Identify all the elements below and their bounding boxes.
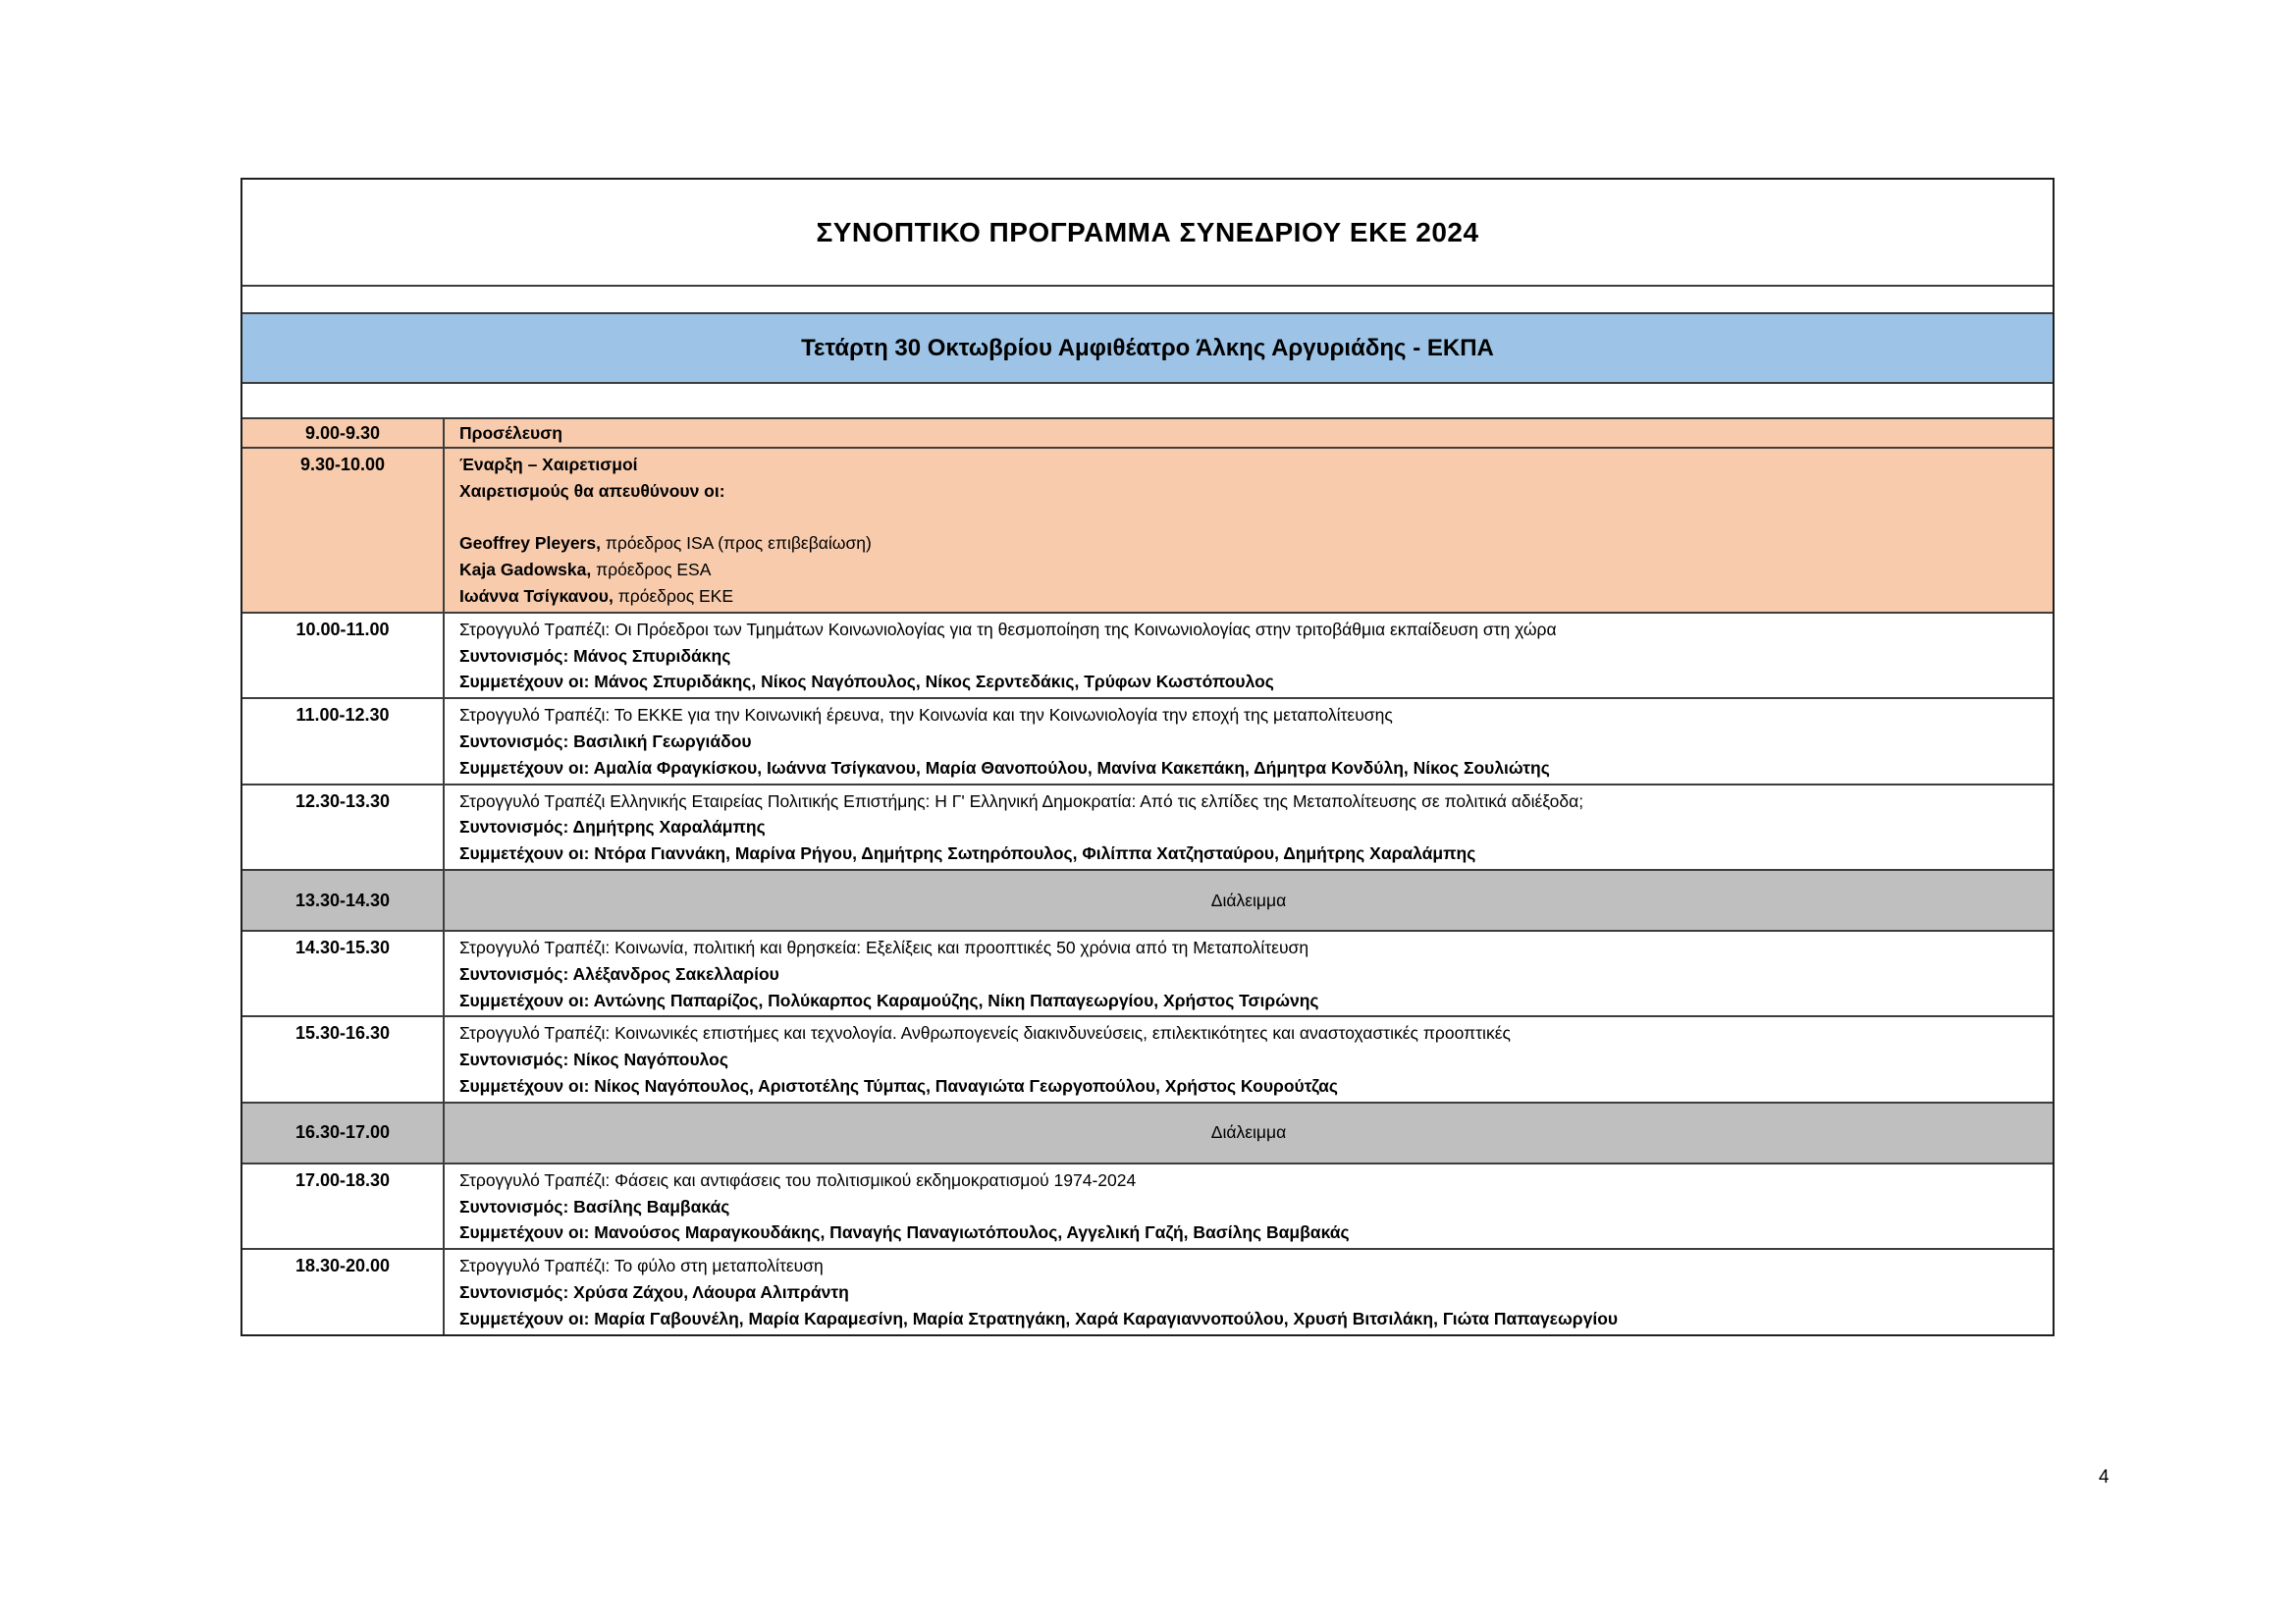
session-line: [459, 755, 2037, 782]
session-text-bold: Συντονισμός: Βασίλης Βαμβακάς: [459, 1196, 730, 1217]
time-cell: 14.30-15.30: [242, 932, 445, 1015]
schedule-row: [242, 449, 2053, 614]
session-line: [459, 1073, 2037, 1100]
break-row: [242, 871, 2053, 932]
schedule-row: [242, 699, 2053, 785]
page-number: 4: [2099, 1467, 2109, 1488]
session-line: [459, 617, 2037, 643]
session-cell: [445, 1250, 2053, 1333]
schedule-row: [242, 1017, 2053, 1103]
session-text: Στρογγυλό Τραπέζι: Κοινωνία, πολιτική και θρησκεία: Εξελίξεις και προοπτικές 50 χρόνια από τη Μεταπολίτευση: [459, 937, 1309, 957]
session-cell: [445, 1017, 2053, 1101]
session-text-bold: Συντονισμός: Δημήτρης Χαραλάμπης: [459, 817, 766, 838]
session-text: Διάλειμμα: [1210, 1122, 1287, 1143]
session-text-bold: Χαιρετισμούς θα απευθύνουν οι:: [459, 480, 725, 501]
session-line: [459, 702, 2037, 729]
session-line: [459, 1047, 2037, 1073]
session-line: [459, 840, 2037, 867]
session-text-bold: Έναρξη – Χαιρετισμοί: [459, 455, 638, 474]
conference-program-table: [240, 178, 2055, 1336]
session-text-bold: Συμμετέχουν οι: Ντόρα Γιαννάκη, Μαρίνα Ρήγου, Δημήτρης Σωτηρόπουλος, Φιλίππα Χατζησταύρου, Δημήτρης Χαραλάμπης: [459, 843, 1476, 864]
session-line: [459, 557, 2037, 583]
session-cell: [445, 449, 2053, 612]
session-text: Στρογγυλό Τραπέζι: Το ΕΚΚΕ για την Κοινωνική έρευνα, την Κοινωνία και την Κοινωνιολογία την εποχή της μεταπολίτευσης: [459, 705, 1393, 726]
day-header-row: [242, 314, 2053, 384]
session-line: [459, 669, 2037, 695]
session-cell: [445, 614, 2053, 697]
session-cell: [445, 699, 2053, 783]
session-text-bold: Συμμετέχουν οι: Μάνος Σπυριδάκης, Νίκος Ναγόπουλος, Νίκος Σερντεδάκις, Τρύφων Κωστόπουλος: [459, 672, 1274, 692]
session-cell: [445, 419, 2053, 447]
time-cell: 9.00-9.30: [242, 419, 445, 447]
session-line: [459, 1306, 2037, 1332]
schedule-row: [242, 419, 2053, 449]
session-line: [459, 788, 2037, 815]
session-text: Στρογγυλό Τραπέζι: Φάσεις και αντιφάσεις του πολιτισμικού εκδημοκρατισμού 1974-2024: [459, 1169, 1137, 1190]
session-line: [459, 961, 2037, 988]
schedule-rows-container: [242, 419, 2053, 1334]
session-text-bold: Συντονισμός: Αλέξανδρος Σακελλαρίου: [459, 963, 779, 984]
spacer-row: [242, 287, 2053, 314]
time-cell: 13.30-14.30: [242, 871, 445, 930]
session-line: [459, 729, 2037, 755]
session-text-bold: Συμμετέχουν οι: Νίκος Ναγόπουλος, Αριστοτέλης Τύμπας, Παναγιώτα Γεωργοπούλου, Χρήστος Κουρούτζας: [459, 1075, 1338, 1096]
time-cell: 18.30-20.00: [242, 1250, 445, 1333]
schedule-row: [242, 1164, 2053, 1250]
session-line: [459, 1279, 2037, 1306]
schedule-row: [242, 785, 2053, 871]
session-cell: [445, 1164, 2053, 1248]
page-title: ΣΥΝΟΠΤΙΚΟ ΠΡΟΓΡΑΜΜΑ ΣΥΝΕΔΡΙΟΥ ΕΚΕ 2024: [816, 216, 1479, 247]
time-cell: 15.30-16.30: [242, 1017, 445, 1101]
session-cell: [445, 1104, 2053, 1163]
session-line: [459, 530, 2037, 557]
schedule-row: [242, 932, 2053, 1017]
session-text-bold: Συντονισμός: Χρύσα Ζάχου, Λάουρα Αλιπράντη: [459, 1281, 849, 1302]
session-cell: [445, 785, 2053, 869]
session-text-bold: Συμμετέχουν οι: Μανούσος Μαραγκουδάκης, Παναγής Παναγιωτόπουλος, Αγγελική Γαζή, Βασίλης Βαμβακάς: [459, 1222, 1350, 1243]
session-text-bold: Συντονισμός: Βασιλική Γεωργιάδου: [459, 731, 752, 751]
time-cell: 11.00-12.30: [242, 699, 445, 783]
time-cell: 16.30-17.00: [242, 1104, 445, 1163]
session-line: [1211, 888, 1286, 914]
session-text: Στρογγυλό Τραπέζι: Κοινωνικές επιστήμες και τεχνολογία. Ανθρωπογενείς διακινδυνεύσεις, επιλεκτικότητες και αναστοχαστικές προοπτικές: [459, 1023, 1511, 1044]
time-cell: 10.00-11.00: [242, 614, 445, 697]
session-line: [459, 1020, 2037, 1047]
time-cell: 17.00-18.30: [242, 1164, 445, 1248]
program-title-row: [242, 180, 2053, 287]
session-line: [459, 420, 2037, 447]
session-line: [459, 1194, 2037, 1220]
session-line: [459, 505, 2037, 531]
time-cell: 9.30-10.00: [242, 449, 445, 612]
session-line: [459, 1167, 2037, 1194]
session-text: πρόεδρος ISA (προς επιβεβαίωση): [600, 533, 872, 554]
schedule-row: [242, 1250, 2053, 1333]
session-cell: [445, 871, 2053, 930]
session-text-bold: Kaja Gadowska,: [459, 560, 592, 580]
session-text: πρόεδρος ΕΚΕ: [613, 585, 734, 606]
session-line: [459, 814, 2037, 840]
session-text-bold: Συμμετέχουν οι: Αντώνης Παπαρίζος, Πολύκαρπος Καραμούζης, Νίκη Παπαγεωργίου, Χρήστος Τσιρώνης: [459, 990, 1319, 1010]
session-cell: [445, 932, 2053, 1015]
time-cell: 12.30-13.30: [242, 785, 445, 869]
session-text: Διάλειμμα: [1210, 890, 1287, 910]
session-line: [1211, 1119, 1286, 1146]
session-text-bold: Προσέλευση: [459, 423, 562, 443]
session-line: [459, 643, 2037, 670]
session-text-bold: Συμμετέχουν οι: Μαρία Γαβουνέλη, Μαρία Καραμεσίνη, Μαρία Στρατηγάκη, Χαρά Καραγιαννοπούλου, Χρυσή Βιτσιλάκη, Γιώτα Παπαγεωργίου: [459, 1308, 1619, 1328]
break-row: [242, 1104, 2053, 1164]
session-text: Στρογγυλό Τραπέζι: Το φύλο στη μεταπολίτευση: [459, 1256, 824, 1276]
session-text-bold: Συμμετέχουν οι: Αμαλία Φραγκίσκου, Ιωάννα Τσίγκανου, Μαρία Θανοπούλου, Μανίνα Κακεπάκη, Δήμητρα Κονδύλη, Νίκος Σουλιώτης: [459, 757, 1550, 778]
session-text-bold: Geoffrey Pleyers,: [459, 533, 601, 554]
session-line: [459, 583, 2037, 610]
session-line: [459, 988, 2037, 1014]
session-text-bold: Ιωάννα Τσίγκανου,: [459, 585, 614, 606]
session-text: Στρογγυλό Τραπέζι Ελληνικής Εταιρείας Πολιτικής Επιστήμης: Η Γ' Ελληνική Δημοκρατία: Από τις ελπίδες της Μεταπολίτευσης σε πολιτικά αδιέξοδα;: [459, 790, 1584, 811]
session-line: [459, 1219, 2037, 1246]
session-line: [459, 935, 2037, 961]
session-line: [459, 478, 2037, 505]
day-header: Τετάρτη 30 Οκτωβρίου Αμφιθέατρο Άλκης Αργυριάδης - ΕΚΠΑ: [801, 334, 1494, 361]
session-line: [459, 452, 2037, 478]
session-text-bold: Συντονισμός: Μάνος Σπυριδάκης: [459, 645, 731, 666]
session-line: [459, 1253, 2037, 1279]
session-text-bold: Συντονισμός: Νίκος Ναγόπουλος: [459, 1050, 728, 1070]
spacer-row: [242, 384, 2053, 419]
session-text: πρόεδρος ESA: [591, 560, 712, 580]
schedule-row: [242, 614, 2053, 699]
session-text: Στρογγυλό Τραπέζι: Οι Πρόεδροι των Τμημάτων Κοινωνιολογίας για τη θεσμοποίηση της Κοινωνιολογίας στην τριτοβάθμια εκπαίδευση στη χώρα: [459, 619, 1557, 639]
